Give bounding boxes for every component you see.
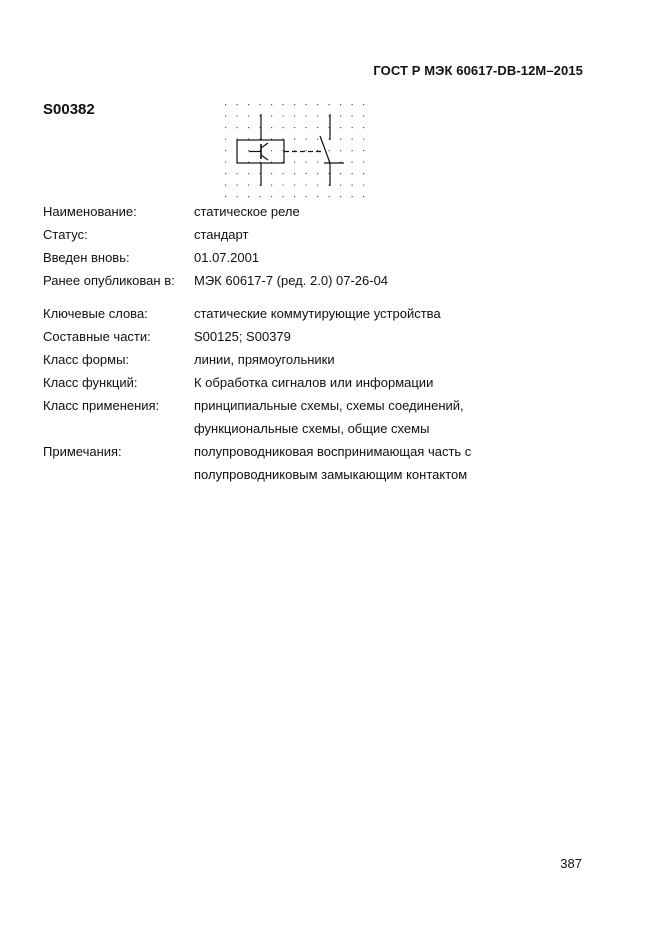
grid-dot — [317, 162, 318, 163]
grid-dot — [352, 127, 353, 128]
contact-icon — [284, 114, 344, 186]
grid-dot — [271, 150, 272, 151]
grid-dot — [352, 185, 353, 186]
grid-dot — [283, 104, 284, 105]
field-label: Примечания: — [43, 444, 122, 459]
grid-dot — [340, 116, 341, 117]
grid-dot — [225, 173, 226, 174]
grid-dot — [248, 173, 249, 174]
grid-dot — [317, 116, 318, 117]
grid-dot — [260, 104, 261, 105]
grid-dot — [340, 185, 341, 186]
field-value: статические коммутирующие устройства — [194, 306, 441, 321]
grid-dot — [283, 185, 284, 186]
grid-dot — [294, 185, 295, 186]
grid-dot — [271, 116, 272, 117]
grid-dot — [306, 104, 307, 105]
grid-dot — [237, 127, 238, 128]
field-value: статическое реле — [194, 204, 300, 219]
grid-dot — [225, 185, 226, 186]
field-value: полупроводниковым замыкающим контактом — [194, 467, 468, 482]
symbol-code: S00382 — [43, 101, 95, 118]
field-value: принципиальные схемы, схемы соединений, — [194, 398, 464, 413]
grid-dot — [294, 127, 295, 128]
grid-dot — [294, 173, 295, 174]
grid-dot — [271, 173, 272, 174]
grid-dot — [237, 185, 238, 186]
grid-dot — [237, 173, 238, 174]
grid-dot — [248, 196, 249, 197]
grid-dot — [248, 116, 249, 117]
grid-dot — [363, 162, 364, 163]
field-label: Класс применения: — [43, 398, 160, 413]
field-label: Класс функций: — [43, 375, 138, 390]
grid-dot — [363, 150, 364, 151]
field-label: Введен вновь: — [43, 250, 130, 265]
field-value: линии, прямоугольники — [194, 352, 335, 367]
grid-dot — [363, 104, 364, 105]
grid-dot — [340, 150, 341, 151]
grid-dot — [352, 173, 353, 174]
grid-dot — [225, 150, 226, 151]
grid-dot — [363, 173, 364, 174]
grid-dot — [352, 104, 353, 105]
grid-dot — [329, 104, 330, 105]
grid-dot — [352, 139, 353, 140]
grid-dot — [237, 196, 238, 197]
grid-dot — [225, 127, 226, 128]
grid-dot — [294, 196, 295, 197]
grid-dot — [340, 139, 341, 140]
grid-dot — [294, 139, 295, 140]
grid-dot — [271, 127, 272, 128]
grid-dot — [283, 116, 284, 117]
grid-dot — [225, 162, 226, 163]
grid-dot — [294, 104, 295, 105]
field-value: стандарт — [194, 227, 249, 242]
field-label: Ключевые слова: — [43, 306, 148, 321]
grid-dot — [329, 150, 330, 151]
field-value: МЭК 60617-7 (ред. 2.0) 07-26-04 — [194, 273, 389, 288]
grid-dot — [306, 139, 307, 140]
field-label: Наименование: — [43, 204, 137, 219]
grid-dot — [317, 127, 318, 128]
grid-dot — [317, 196, 318, 197]
grid-dot — [294, 116, 295, 117]
transistor-emitter — [261, 155, 268, 160]
field-value: S00125; S00379 — [194, 329, 291, 344]
field-value: 01.07.2001 — [194, 250, 260, 265]
grid-dot — [225, 104, 226, 105]
grid-dot — [352, 196, 353, 197]
grid-dot — [283, 196, 284, 197]
field-label: Статус: — [43, 227, 88, 242]
grid-dot — [306, 196, 307, 197]
field-label: Класс формы: — [43, 352, 130, 367]
grid-dot — [340, 196, 341, 197]
grid-dot — [363, 185, 364, 186]
grid-dot — [317, 139, 318, 140]
grid-dot — [340, 173, 341, 174]
grid-dot — [352, 116, 353, 117]
grid-dot — [363, 127, 364, 128]
grid-dot — [248, 185, 249, 186]
grid-dot — [248, 104, 249, 105]
relay-coil-icon — [237, 114, 284, 186]
field-value: функциональные схемы, общие схемы — [194, 421, 430, 436]
grid-dot — [363, 196, 364, 197]
grid-dot — [306, 116, 307, 117]
grid-dot — [225, 116, 226, 117]
grid-dot — [271, 104, 272, 105]
grid-dot — [271, 196, 272, 197]
grid-dot — [225, 139, 226, 140]
grid-dot — [340, 127, 341, 128]
grid-dots — [225, 104, 364, 197]
grid-dot — [317, 104, 318, 105]
grid-dot — [306, 150, 307, 151]
field-value: К обработка сигналов или информации — [194, 375, 434, 390]
page-number: 387 — [560, 856, 582, 871]
grid-dot — [340, 104, 341, 105]
grid-dot — [283, 173, 284, 174]
field-label: Ранее опубликован в: — [43, 273, 175, 288]
grid-dot — [237, 116, 238, 117]
grid-dot — [352, 162, 353, 163]
grid-dot — [271, 185, 272, 186]
static-relay-symbol — [216, 95, 376, 205]
grid-dot — [248, 127, 249, 128]
grid-dot — [260, 196, 261, 197]
contact-blade — [320, 136, 330, 163]
document-header: ГОСТ Р МЭК 60617-DB-12M–2015 — [373, 63, 583, 78]
field-label: Составные части: — [43, 329, 151, 344]
grid-dot — [317, 173, 318, 174]
grid-dot — [317, 185, 318, 186]
transistor-collector — [261, 143, 268, 148]
grid-dot — [329, 196, 330, 197]
field-value: полупроводниковая воспринимающая часть с — [194, 444, 472, 459]
grid-dot — [294, 162, 295, 163]
grid-dot — [363, 116, 364, 117]
grid-dot — [306, 127, 307, 128]
grid-dot — [306, 162, 307, 163]
grid-dot — [225, 196, 226, 197]
grid-dot — [283, 127, 284, 128]
grid-dot — [237, 104, 238, 105]
grid-dot — [306, 173, 307, 174]
grid-dot — [363, 139, 364, 140]
grid-dot — [306, 185, 307, 186]
grid-dot — [352, 150, 353, 151]
